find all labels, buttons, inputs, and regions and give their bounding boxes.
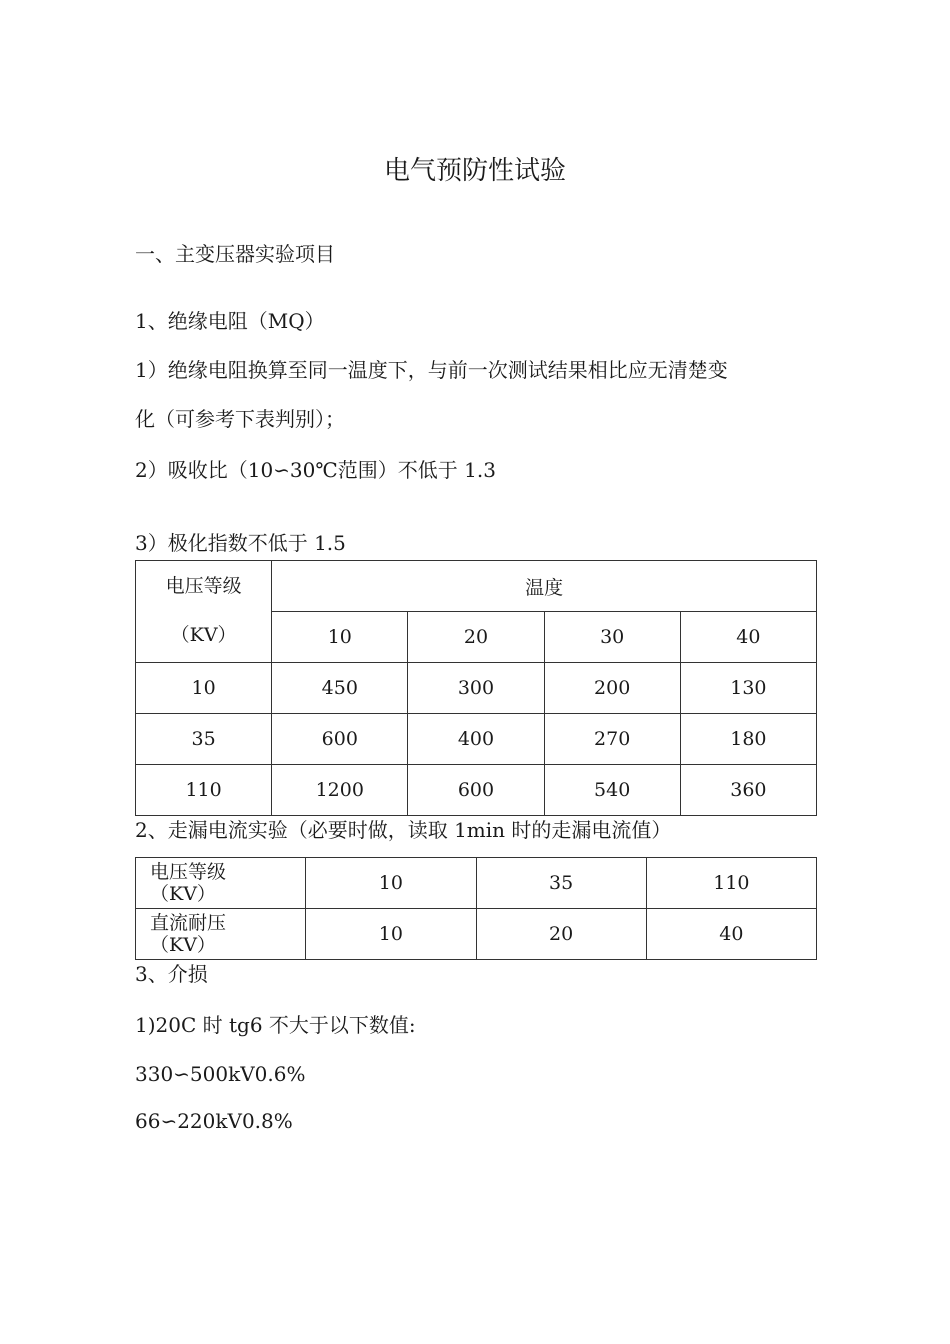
- table-cell: 35: [476, 858, 646, 909]
- item-1-2-absorption-ratio: 2）吸收比（10∽30℃范围）不低于 1.3: [135, 458, 496, 482]
- table-cell: 40: [646, 909, 816, 960]
- table-row: [136, 909, 817, 960]
- table-cell: 450: [272, 663, 408, 714]
- table-cell: 35: [136, 714, 272, 765]
- item-3-2: 330∽500kV0.6%: [135, 1062, 306, 1086]
- table-cell: 300: [408, 663, 544, 714]
- item-3-1: 1)20C 时 tg6 不大于以下数值:: [135, 1013, 416, 1037]
- table-cell: 10: [136, 663, 272, 714]
- table-row: [136, 765, 817, 816]
- table-row: [136, 714, 817, 765]
- table-cell: 130: [680, 663, 816, 714]
- table-cell: 360: [680, 765, 816, 816]
- table-cell: 600: [272, 714, 408, 765]
- table-cell: 540: [544, 765, 680, 816]
- table-cell: 400: [408, 714, 544, 765]
- section-heading: 一、主变压器实验项目: [135, 242, 335, 266]
- item-leakage-current-test: 2、走漏电流实验（必要时做，读取 1min 时的走漏电流值）: [135, 818, 672, 842]
- table-cell: 270: [544, 714, 680, 765]
- dc-withstand-label-cell: [136, 909, 306, 960]
- item-1-1-line-b: 化（可参考下表判别）；: [135, 407, 345, 431]
- table-row: [136, 663, 817, 714]
- table-cell: 10: [272, 612, 408, 663]
- table-cell: 40: [680, 612, 816, 663]
- table-cell: 10: [306, 858, 476, 909]
- page-title: 电气预防性试验: [383, 156, 566, 186]
- table-cell: 20: [408, 612, 544, 663]
- table-cell: 200: [544, 663, 680, 714]
- item-1-3-polarization-index: 3）极化指数不低于 1.5: [135, 531, 346, 555]
- table-cell: 10: [306, 909, 476, 960]
- table-cell: 600: [408, 765, 544, 816]
- table-cell: 180: [680, 714, 816, 765]
- row-label: 直流耐压: [150, 912, 227, 934]
- leakage-current-table: [135, 857, 817, 960]
- voltage-level-header: [136, 561, 272, 663]
- item-3-3: 66∽220kV0.8%: [135, 1109, 293, 1133]
- row-label: 电压等级: [150, 861, 227, 883]
- table-row: [136, 858, 817, 909]
- voltage-level-label: 电压等级: [165, 575, 242, 597]
- item-dielectric-loss: 3、介损: [135, 962, 208, 986]
- item-1-1-line-a: 1）绝缘电阻换算至同一温度下，与前一次测试结果相比应无清楚变: [135, 358, 728, 382]
- temperature-header: 温度: [272, 561, 817, 612]
- table-cell: 110: [646, 858, 816, 909]
- table-cell: 20: [476, 909, 646, 960]
- table-cell: 30: [544, 612, 680, 663]
- table-cell: 1200: [272, 765, 408, 816]
- row-unit: （KV）: [150, 883, 216, 905]
- table-cell: 110: [136, 765, 272, 816]
- voltage-level-label-cell: [136, 858, 306, 909]
- item-insulation-resistance: 1、绝缘电阻（MQ）: [135, 309, 325, 333]
- voltage-unit-label: （KV）: [170, 624, 237, 646]
- row-unit: （KV）: [150, 934, 216, 956]
- insulation-resistance-table: [135, 560, 817, 816]
